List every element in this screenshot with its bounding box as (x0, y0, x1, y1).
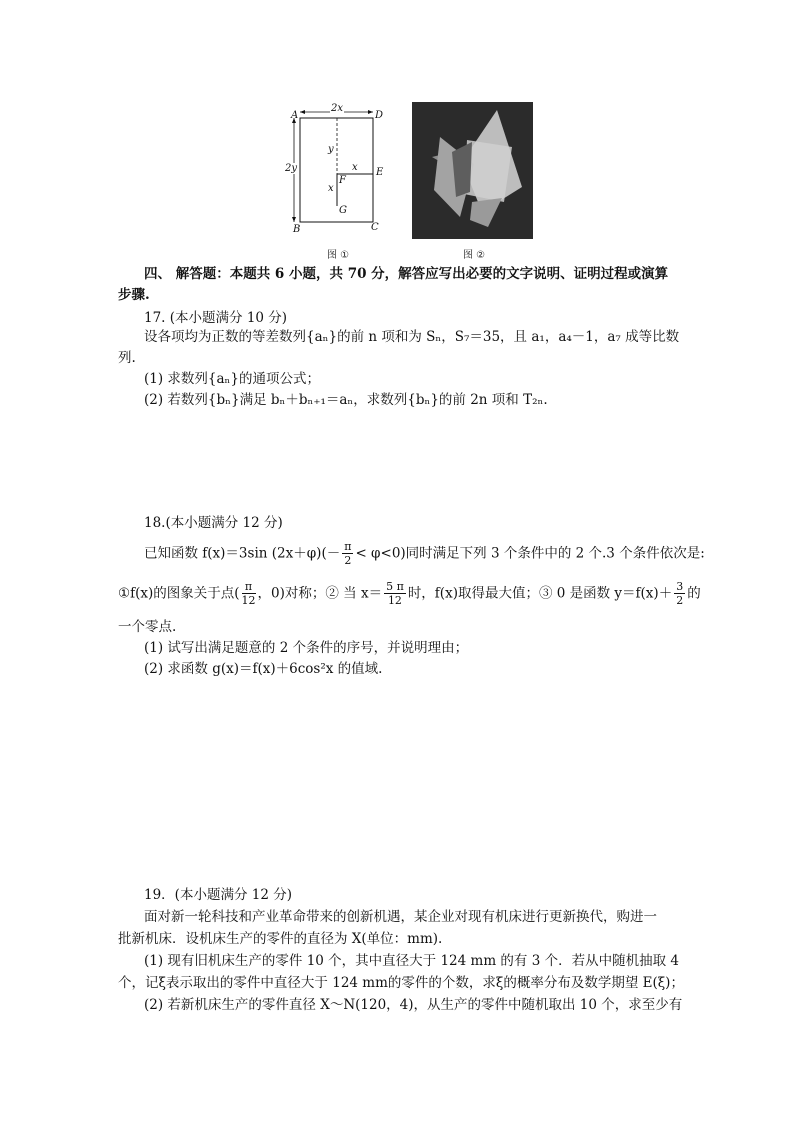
q18-header: 18.(本小题满分 12 分) (144, 515, 283, 531)
label-C: C (371, 222, 379, 233)
q18-frac-3-2: $\frac{3}{2}$ (676, 580, 684, 607)
label-F: F (339, 175, 346, 186)
q18-part-1: (1) 试写出满足题意的 2 个条件的序号，并说明理由； (144, 640, 469, 656)
label-top-2x: 2x (331, 103, 344, 114)
label-E: E (376, 167, 384, 178)
label-y: y (328, 144, 334, 155)
q19-part-1: (1) 现有旧机床生产的零件 10 个，其中直径大于 124 mm 的有 3 个．若从中随机抽取 4 (144, 953, 679, 969)
q18-cond-c: 时，f(x)取得最大值；③ 0 是函数 y＝f(x)＋ (407, 585, 673, 602)
q18-frac-pi-2: $\frac{\pi}{2}$ (344, 540, 352, 567)
figure-1-rectangle-diagram (282, 103, 392, 236)
q19-stem-cont: 批新机床．设机床生产的零件的直径为 X(单位：mm). (118, 931, 443, 947)
q17-stem: 设各项均为正数的等差数列{aₙ}的前 n 项和为 Sₙ，S₇＝35，且 a₁，a₄－1，a₇ 成等比数 (144, 329, 680, 345)
q18-stem (144, 540, 705, 572)
q18-part-2: (2) 求函数 g(x)＝f(x)＋6cos²x 的值域. (144, 661, 383, 677)
label-A: A (291, 110, 299, 121)
label-x-mid: x (352, 162, 358, 173)
q18-cond-b: ，0)对称；② 当 x＝ (257, 585, 383, 602)
q19-stem: 面对新一轮科技和产业革命带来的创新机遇，某企业对现有机床进行更新换代，购进一 (144, 909, 657, 925)
label-B: B (293, 224, 301, 235)
q18-conditions (118, 580, 701, 612)
figure-2-caption: 图 ② (463, 250, 486, 261)
figure-2-photo (412, 102, 533, 239)
q17-part-1: (1) 求数列{aₙ}的通项公式； (144, 371, 320, 387)
q19-part-1-cont: 个，记ξ表示取出的零件中直径大于 124 mm的零件的个数，求ξ的概率分布及数学期望 E(ξ)； (118, 975, 684, 991)
q18-frac-pi-12: $\frac{\pi}{12}$ (241, 580, 256, 607)
q17-part-2: (2) 若数列{bₙ}满足 bₙ＋bₙ₊₁＝aₙ，求数列{bₙ}的前 2n 项和 T₂ₙ. (144, 392, 548, 408)
q18-cond-a: ①f(x)的图象关于点( (118, 585, 240, 602)
q19-part-2: (2) 若新机床生产的零件直径 X～N(120，4)，从生产的零件中随机取出 10 个，求至少有 (144, 997, 683, 1013)
q18-stem-end: 一个零点. (118, 619, 177, 635)
label-G: G (339, 205, 347, 216)
q18-stem-b: < φ<0)同时满足下列 3 个条件中的 2 个.3 个条件依次是: (355, 545, 705, 562)
label-x-low: x (328, 183, 334, 194)
q18-cond-d: 的 (687, 585, 701, 602)
section-4-heading-cont: 步骤. (118, 287, 150, 303)
label-left-2y: 2y (285, 163, 298, 174)
figure-1-caption: 图 ① (327, 250, 350, 261)
q18-frac-5pi-12: $\frac{5 \pi}{12}$ (386, 580, 404, 607)
q18-stem-a: 已知函数 f(x)＝3sin (2x＋φ)(－ (144, 545, 341, 562)
q19-header: 19．(本小题满分 12 分) (144, 887, 292, 903)
section-4-heading: 四、 解答题：本题共 6 小题，共 70 分，解答应写出必要的文字说明、证明过程或演算 (144, 266, 669, 282)
q17-header: 17. (本小题满分 10 分) (144, 310, 288, 326)
q17-stem-cont: 列. (118, 350, 136, 366)
label-D: D (375, 110, 384, 121)
